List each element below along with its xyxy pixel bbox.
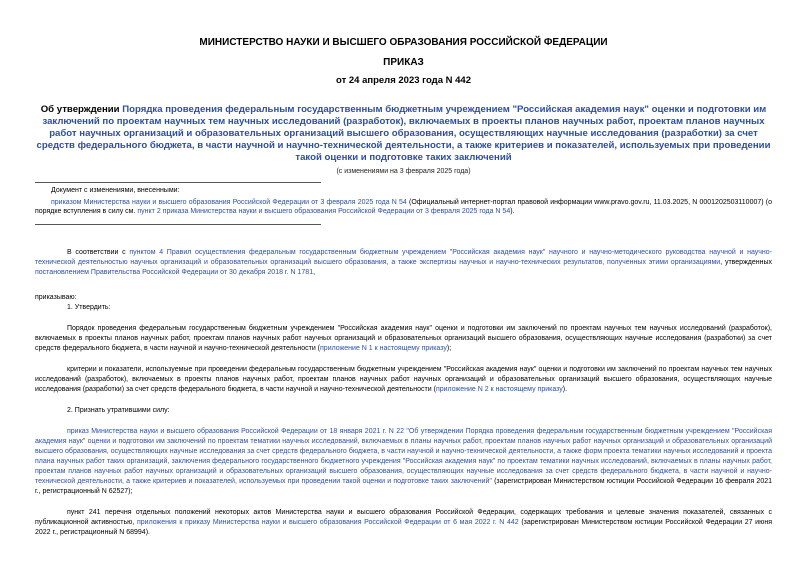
preamble-text-c: ,	[313, 269, 316, 276]
procedure-text: Порядок проведения федеральным государственным бюджетным учреждением "Российская академия наук" оценки и подготовки им заключений по проектам научных тем научных исследований (разработок), включаемых в проекты планов научных работ, проектам планов научных работ научных организаций и образовательных организаций высшего образования, осуществляющих научные исследования (разработки) за счет средств федерального бюджета, в части научной и научно-технической деятельности (	[35, 325, 772, 352]
repealed-point-text: пункт 241 перечня отдельных положений некоторых актов Министерства науки и высшего образования Российской Федерации, содержащих требования и целевые значения показателей, связанных с публикационной активностью,	[35, 509, 772, 526]
preamble-text-b: , утвержденных	[720, 259, 773, 266]
appendix-order-link[interactable]: приложения к приказу Министерства науки и высшего образования Российской Федерации от 6 мая 2022 г. N 442	[136, 519, 519, 526]
appendix-1-link[interactable]: приложение N 1 к настоящему приказу	[320, 345, 447, 352]
criteria-text-end: ).	[562, 386, 568, 393]
approve-criteria-paragraph	[35, 365, 772, 395]
repealed-order-paragraph	[35, 427, 772, 497]
government-decree-link[interactable]: постановлением Правительства Российской Федерации от 30 декабря 2018 г. N 1781	[35, 269, 314, 276]
changes-note	[35, 198, 772, 217]
doc-type-heading: ПРИКАЗ	[383, 57, 424, 68]
changes-text1: (Официальный интернет-портал правовой информации www.pravo.gov.ru, 11.03.2025, N 0001202503110007) (о порядке вступления в силу см.	[35, 198, 772, 215]
revision-note: (с изменениями на 3 февраля 2025 года)	[336, 168, 471, 175]
document-title	[35, 104, 772, 164]
rules-point-link[interactable]: пунктом 4 Правил осуществления федеральным государственным бюджетным учреждением "Российская академия наук" научного и научно-методического руководства научной и научно-технической деятельностью научных организаций и образовательных организаций высшего образования, а также экспертизы научных и научно-технических результатов, полученных этими организациями	[35, 249, 773, 266]
preamble-text-a: В соответствии с	[67, 249, 130, 256]
repealed-order-link[interactable]: приказ Министерства науки и высшего образования Российской Федерации от 18 января 2021 г. N 22 "Об утверждении Порядка проведения федеральным государственным бюджетным учреждением "Российская академия наук" оценки и подготовки им заключений по проектам тематики научных исследований, включаемых в планы научных работ, проектам планов научных работ научных организаций и образовательных организаций высшего образования, осуществляющих научные исследования за счет средств федерального бюджета, в части научной и научно-технической деятельности, а также форм проекта тематики научных исследований и проекта плана научных работ таких организаций, заключения федерального государственного бюджетного учреждения "Российская академия наук" по проектам тематики научных исследований, включаемых в планы научных работ, проектам планов научных работ научных организаций и образовательных организаций высшего образования, осуществляющих научные исследования за счет средств федерального бюджета, в части научной и научно-технической деятельности, а также критериев и показателей, используемых при проведении такой оценки и подготовке таких заключений"	[35, 428, 772, 485]
order-word: приказываю:	[35, 294, 77, 301]
repealed-order-registration: (зарегистрирован Министерством юстиции Российской Федерации 16 февраля 2021 г., регистрационный N 62527);	[35, 478, 772, 495]
appendix-2-link[interactable]: приложение N 2 к настоящему приказу	[435, 386, 563, 393]
procedure-text-end: );	[446, 345, 452, 352]
ministry-heading: МИНИСТЕРСТВО НАУКИ И ВЫСШЕГО ОБРАЗОВАНИЯ РОССИЙСКОЙ ФЕДЕРАЦИИ	[199, 37, 608, 48]
changes-block	[35, 186, 772, 217]
item-1: 1. Утвердить:	[67, 304, 111, 311]
item-2: 2. Признать утратившими силу:	[67, 407, 170, 414]
approve-procedure-paragraph	[35, 324, 772, 354]
doc-date-number: от 24 апреля 2023 года N 442	[336, 75, 471, 86]
effective-date-link[interactable]: пункт 2 приказа Министерства науки и высшего образования Российской Федерации от 3 февраля 2025 года N 54	[137, 208, 511, 215]
repealed-point-registration: (зарегистрирован Министерством юстиции Российской Федерации 27 июня 2022 г., регистрационный N 68994).	[35, 519, 772, 536]
divider-top	[35, 182, 321, 183]
criteria-text: критерии и показатели, используемые при проведении федеральным государственным бюджетным учреждением "Российская академия наук" оценки и подготовки им заключений по проектам научных тем научных исследований (разработок), включаемых в проекты планов научных работ, проектам планов научных работ научных организаций и образовательных организаций высшего образования, осуществляющих научные исследования (разработки) за счет средств федерального бюджета, в части научной и научно-технической деятельности (	[35, 366, 772, 393]
title-prefix: Об утверждении	[40, 104, 123, 115]
title-link[interactable]: Порядка проведения федеральным государственным бюджетным учреждением "Российская академия наук" оценки и подготовки им заключений по проектам научных тем научных исследований (разработок), включаемых в проекты планов научных работ, проектам планов научных работ научных организаций и образовательных организаций высшего образования, осуществляющих научные исследования (разработки) за счет средств федерального бюджета, в части научной и научно-технической деятельности, а также критериев и показателей, используемых при проведении такой оценки и подготовке таких заключений	[36, 104, 771, 163]
divider-bottom	[35, 224, 321, 225]
document-body	[35, 248, 772, 538]
amending-order-link[interactable]: приказом Министерства науки и высшего образования Российской Федерации от 3 февраля 2025 года N 54	[51, 198, 407, 206]
preamble-paragraph	[35, 248, 772, 278]
repealed-point-paragraph	[35, 508, 772, 538]
changes-intro: Документ с изменениями, внесенными:	[51, 187, 180, 194]
changes-text2: ).	[510, 208, 515, 215]
